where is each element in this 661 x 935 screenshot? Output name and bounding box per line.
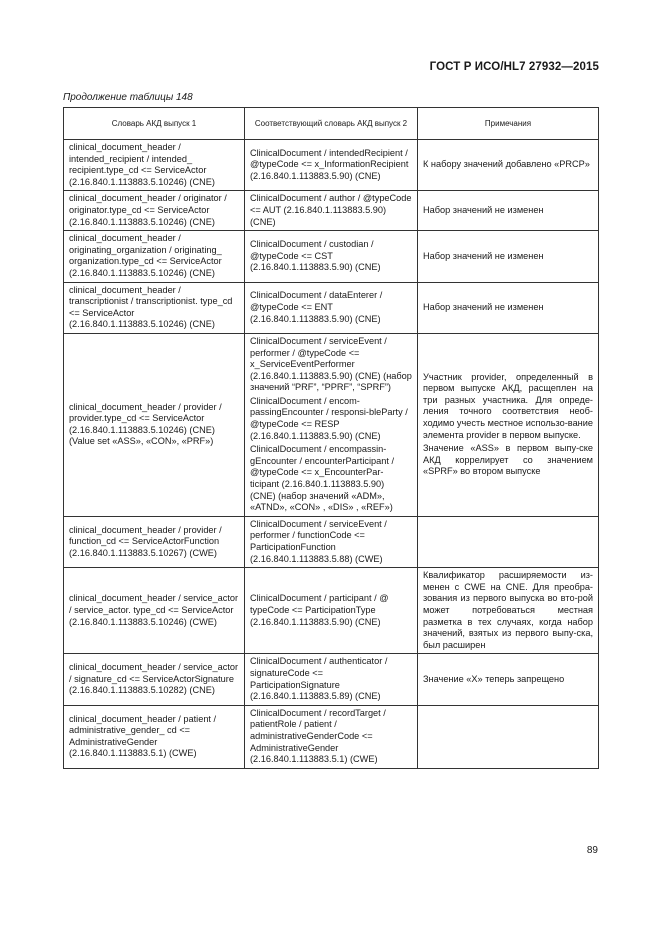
- release2-cell: [245, 705, 418, 768]
- page-number: 89: [586, 845, 598, 856]
- cell-paragraph: ClinicalDocument / intendedRecipient / @typeCode <= x_InformationRecipient (2.16.840.1.113883.5.90) (CNE): [250, 147, 409, 181]
- table-row: [64, 516, 599, 567]
- table-caption: Продолжение таблицы 148: [63, 92, 193, 103]
- cell-paragraph: Набор значений не изменен: [423, 204, 544, 215]
- cell-paragraph: ClinicalDocument / serviceEvent / performer / @typeCode <= x_ServiceEventPerformer (2.16.840.1.113883.5.90) (CNE) (набор значений “PRF”, “PPRF”, “SPRF”): [250, 335, 412, 393]
- table-row: [64, 282, 599, 333]
- notes-cell: [418, 568, 599, 654]
- cell-paragraph: ClinicalDocument / serviceEvent / performer / functionCode <= ParticipationFunction (2.16.840.1.113883.5.88) (CWE): [250, 518, 387, 564]
- notes-cell: [418, 516, 599, 567]
- table-row: [64, 333, 599, 516]
- cell-paragraph: ClinicalDocument / encompassin-gEncounter / encounterParticipant / @typeCode <= x_EncounterPar-ticipant (2.16.840.1.113883.5.90) (CNE) (набор значений «ADM», «ATND», «CON» , «DIS» , «REF»): [250, 444, 395, 513]
- cell-paragraph: Значение «X» теперь запрещено: [423, 673, 565, 684]
- mapping-table: [63, 107, 599, 769]
- release1-cell: [64, 654, 245, 705]
- table-row: [64, 191, 599, 231]
- cell-paragraph: Значение «ASS» в первом выпу-ске АКД коррелирует со значением «SPRF» во втором выпуске: [423, 443, 593, 477]
- table-row: [64, 705, 599, 768]
- release2-cell: [245, 231, 418, 282]
- cell-paragraph: clinical_document_header / provider / function_cd <= ServiceActorFunction (2.16.840.1.113883.5.10267) (CWE): [69, 524, 222, 558]
- release1-cell: [64, 140, 245, 191]
- notes-cell: [418, 231, 599, 282]
- release2-cell: [245, 516, 418, 567]
- notes-cell: [418, 654, 599, 705]
- release1-cell: [64, 705, 245, 768]
- notes-cell: [418, 282, 599, 333]
- cell-paragraph: clinical_document_header / originating_organization / originating_ organization.type_cd <= ServiceActor (2.16.840.1.113883.5.10246) (CNE): [69, 233, 222, 278]
- cell-paragraph: clinical_document_header / service_actor / signature_cd <= ServiceActorSignature (2.16.840.1.113883.5.10282) (CNE): [69, 662, 239, 696]
- release1-cell: [64, 568, 245, 654]
- release2-cell: [245, 568, 418, 654]
- cell-paragraph: ClinicalDocument / encom-passingEncounter / responsi-bleParty / @typeCode <= RESP (2.16.840.1.113883.5.90) (CNE): [250, 395, 408, 441]
- cell-paragraph: clinical_document_header / patient / administrative_gender_ cd <= AdministrativeGender (2.16.840.1.113883.5.1) (CWE): [69, 713, 217, 759]
- table-row: [64, 568, 599, 654]
- release2-cell: [245, 140, 418, 191]
- release1-cell: [64, 191, 245, 231]
- release1-cell: [64, 231, 245, 282]
- release2-cell: [245, 191, 418, 231]
- release2-cell: [245, 282, 418, 333]
- cell-paragraph: ClinicalDocument / dataEnterer / @typeCode <= ENT (2.16.840.1.113883.5.90) (CNE): [250, 290, 383, 324]
- release2-cell: [245, 333, 418, 516]
- table-row: [64, 654, 599, 705]
- table-header-row: [64, 108, 599, 140]
- cell-paragraph: clinical_document_header / transcriptionist / transcriptionist. type_cd <= ServiceActor (2.16.840.1.113883.5.10246) (CNE): [69, 284, 233, 330]
- cell-paragraph: Участник provider, определенный в первом выпуске АКД, расщеплен на три разных участника. Для опреде-ления точного соответствия необ-ходимо учесть местное использо-вание элемента provider в первом выпуске.: [423, 371, 593, 440]
- table-row: [64, 231, 599, 282]
- document-standard-header: ГОСТ Р ИСО/HL7 27932—2015: [429, 61, 599, 73]
- notes-cell: [418, 140, 599, 191]
- cell-paragraph: ClinicalDocument / author / @typeCode <= AUT (2.16.840.1.113883.5.90) (CNE): [250, 193, 412, 227]
- table-row: [64, 140, 599, 191]
- cell-paragraph: Квалификатор расширяемости из-менен с CWE на CNE. Для преобра-зования из первого выпуска во вто-рой может потребоваться местная разметка в тех случаях, когда набор значений, взятых из первого выпу-ска, был расширен: [423, 570, 593, 650]
- release1-cell: [64, 282, 245, 333]
- cell-paragraph: clinical_document_header / service_actor / service_actor. type_cd <= ServiceActor (2.16.840.1.113883.5.10246) (CWE): [69, 593, 239, 627]
- column-header-release2: Соответствующий словарь АКД выпуск 2: [245, 108, 418, 140]
- column-header-notes: Примечания: [418, 108, 599, 140]
- cell-paragraph: Набор значений не изменен: [423, 250, 544, 261]
- notes-cell: [418, 191, 599, 231]
- cell-paragraph: ClinicalDocument / participant / @ typeCode <= ParticipationType (2.16.840.1.113883.5.90) (CNE): [250, 593, 389, 627]
- notes-cell: [418, 333, 599, 516]
- cell-paragraph: ClinicalDocument / custodian / @typeCode <= CST (2.16.840.1.113883.5.90) (CNE): [250, 238, 381, 273]
- cell-paragraph: ClinicalDocument / recordTarget / patientRole / patient / administrativeGenderCode <= AdministrativeGender (2.16.840.1.113883.5.1) (CWE): [250, 707, 386, 765]
- cell-paragraph: Набор значений не изменен: [423, 301, 544, 312]
- table-body: [64, 140, 599, 769]
- release1-cell: [64, 333, 245, 516]
- cell-paragraph: ClinicalDocument / authenticator / signatureCode <= ParticipationSignature (2.16.840.1.113883.5.89) (CNE): [250, 656, 388, 702]
- cell-paragraph: clinical_document_header / provider / provider.type_cd <= ServiceActor (2.16.840.1.113883.5.10246) (CNE) (Value set «ASS», «CON», «PRF»): [69, 401, 222, 447]
- notes-cell: [418, 705, 599, 768]
- cell-paragraph: К набору значений добавлено «PRCP»: [423, 159, 590, 170]
- cell-paragraph: clinical_document_header / intended_recipient / intended_ recipient.type_cd <= ServiceActor (2.16.840.1.113883.5.10246) (CNE): [69, 142, 215, 187]
- release1-cell: [64, 516, 245, 567]
- cell-paragraph: clinical_document_header / originator / originator.type_cd <= ServiceActor (2.16.840.1.113883.5.10246) (CNE): [69, 193, 227, 227]
- release2-cell: [245, 654, 418, 705]
- column-header-release1: Словарь АКД выпуск 1: [64, 108, 245, 140]
